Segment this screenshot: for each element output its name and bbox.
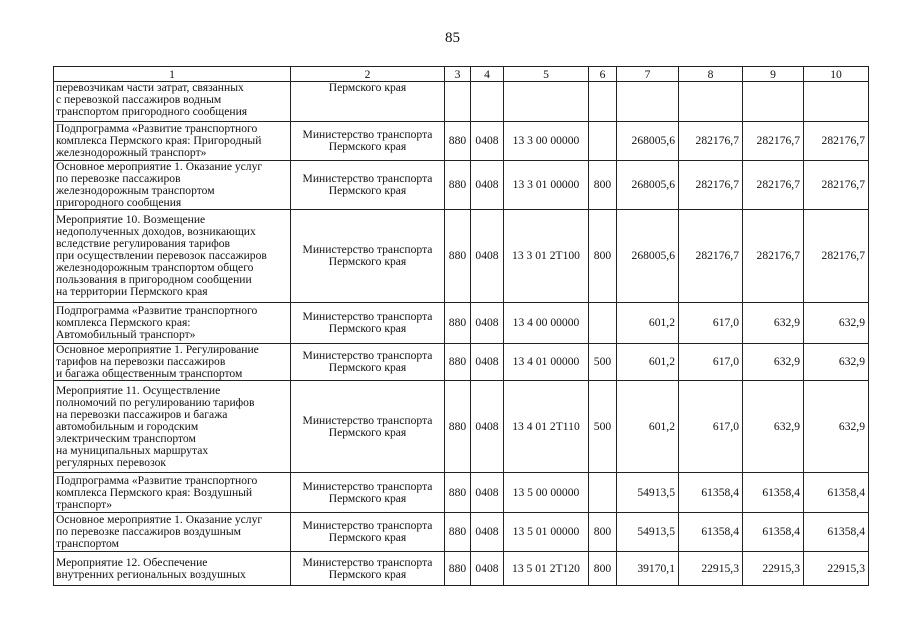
amount-cell: 61358,4	[679, 513, 743, 552]
amount-cell: 282176,7	[679, 161, 743, 210]
col-header: 5	[504, 67, 589, 82]
amount-cell: 61358,4	[743, 513, 804, 552]
expense-type-cell	[589, 303, 617, 344]
administrator-cell-text: Министерство транспорта Пермского края	[302, 555, 433, 581]
page-number: 85	[445, 30, 460, 46]
amount-cell: 617,0	[679, 303, 743, 344]
administrator-cell	[291, 122, 445, 161]
expense-type-cell: 800	[589, 552, 617, 586]
expense-type-cell	[589, 122, 617, 161]
item-name-cell-text: Мероприятие 10. Возмещение недополученных доходов, возникающих вследствие регулирования тарифов при осуществлении перевозок пассажиров железнодорожным транспортом общего пользования в пригородном сообщении на территории Пермского края	[56, 213, 267, 298]
amount-cell: 22915,3	[804, 552, 869, 586]
administrator-cell	[291, 552, 445, 586]
amount-cell: 282176,7	[679, 210, 743, 303]
administrator-cell	[291, 303, 445, 344]
section-code-cell: 0408	[471, 513, 504, 552]
table-row	[54, 381, 869, 473]
col-header: 6	[589, 67, 617, 82]
target-article-cell: 13 4 01 00000	[504, 344, 589, 381]
expense-type-cell	[589, 82, 617, 122]
item-name-cell	[54, 513, 291, 552]
amount-cell: 268005,6	[617, 161, 679, 210]
amount-cell: 282176,7	[743, 210, 804, 303]
section-code-cell: 0408	[471, 210, 504, 303]
section-code-cell: 0408	[471, 344, 504, 381]
administrator-cell	[291, 161, 445, 210]
target-article-cell: 13 5 01 00000	[504, 513, 589, 552]
amount-cell: 54913,5	[617, 473, 679, 513]
amount-cell: 282176,7	[743, 122, 804, 161]
table-row	[54, 303, 869, 344]
expense-type-cell: 800	[589, 210, 617, 303]
administrator-cell-text: Министерство транспорта Пермского края	[302, 519, 433, 544]
item-name-cell-text: Мероприятие 12. Обеспечение внутренних региональных воздушных	[56, 555, 246, 581]
section-code-cell: 0408	[471, 122, 504, 161]
amount-cell: 632,9	[743, 344, 804, 381]
expense-type-cell: 500	[589, 344, 617, 381]
administrator-cell	[291, 344, 445, 381]
table-row	[54, 82, 869, 122]
amount-cell: 61358,4	[804, 513, 869, 552]
amount-cell	[617, 82, 679, 122]
administrator-cell-text: Министерство транспорта Пермского края	[302, 479, 433, 505]
amount-cell: 632,9	[743, 381, 804, 473]
table-row	[54, 122, 869, 161]
section-code-cell: 0408	[471, 473, 504, 513]
ministry-code-cell: 880	[445, 552, 471, 586]
target-article-cell	[504, 82, 589, 122]
item-name-cell-text: Основное мероприятие 1. Оказание услуг по перевозке пассажиров воздушным транспортом	[56, 513, 263, 550]
administrator-cell-text: Министерство транспорта Пермского края	[302, 172, 433, 197]
item-name-cell	[54, 344, 291, 381]
amount-cell: 61358,4	[743, 473, 804, 513]
administrator-cell-text: Пермского края	[328, 81, 407, 94]
administrator-cell	[291, 513, 445, 552]
amount-cell: 601,2	[617, 303, 679, 344]
target-article-cell: 13 5 00 00000	[504, 473, 589, 513]
amount-cell: 268005,6	[617, 122, 679, 161]
expense-type-cell: 500	[589, 381, 617, 473]
administrator-cell-text: Министерство транспорта Пермского края	[302, 413, 433, 439]
item-name-cell	[54, 303, 291, 344]
item-name-cell	[54, 381, 291, 473]
administrator-cell	[291, 210, 445, 303]
section-code-cell: 0408	[471, 381, 504, 473]
amount-cell: 61358,4	[804, 473, 869, 513]
target-article-cell: 13 3 00 00000	[504, 122, 589, 161]
amount-cell: 632,9	[804, 381, 869, 473]
administrator-cell	[291, 82, 445, 122]
amount-cell: 282176,7	[679, 122, 743, 161]
expense-type-cell: 800	[589, 513, 617, 552]
ministry-code-cell: 880	[445, 210, 471, 303]
ministry-code-cell: 880	[445, 381, 471, 473]
ministry-code-cell: 880	[445, 122, 471, 161]
amount-cell: 22915,3	[743, 552, 804, 586]
column-number-row	[54, 67, 869, 82]
item-name-cell	[54, 473, 291, 513]
col-header: 3	[445, 67, 471, 82]
table-row	[54, 473, 869, 513]
table-row	[54, 161, 869, 210]
amount-cell: 632,9	[804, 303, 869, 344]
item-name-cell-text: Мероприятие 11. Осуществление полномочий по регулированию тарифов на перевозки пассажиров и багажа автомобильным и городским электрическим транспортом на муниципальных маршрутах регулярных перевозок	[56, 383, 255, 469]
target-article-cell: 13 3 01 2Т100	[504, 210, 589, 303]
amount-cell	[743, 82, 804, 122]
administrator-cell	[291, 381, 445, 473]
ministry-code-cell	[445, 82, 471, 122]
col-header: 1	[54, 67, 291, 82]
col-header: 8	[679, 67, 743, 82]
item-name-cell	[54, 122, 291, 161]
ministry-code-cell: 880	[445, 303, 471, 344]
amount-cell: 632,9	[804, 344, 869, 381]
item-name-cell	[54, 552, 291, 586]
section-code-cell	[471, 82, 504, 122]
amount-cell	[679, 82, 743, 122]
amount-cell: 61358,4	[679, 473, 743, 513]
section-code-cell: 0408	[471, 552, 504, 586]
expense-type-cell: 800	[589, 161, 617, 210]
amount-cell: 268005,6	[617, 210, 679, 303]
section-code-cell: 0408	[471, 303, 504, 344]
table-row	[54, 210, 869, 303]
amount-cell: 54913,5	[617, 513, 679, 552]
amount-cell: 282176,7	[804, 122, 869, 161]
amount-cell: 282176,7	[743, 161, 804, 210]
ministry-code-cell: 880	[445, 473, 471, 513]
administrator-cell-text: Министерство транспорта Пермского края	[302, 243, 433, 268]
col-header: 2	[291, 67, 445, 82]
budget-table	[53, 66, 869, 586]
target-article-cell: 13 3 01 00000	[504, 161, 589, 210]
item-name-cell-text: Подпрограмма «Развитие транспортного комплекса Пермского края: Автомобильный транспорт»	[56, 304, 258, 341]
ministry-code-cell: 880	[445, 344, 471, 381]
table-row	[54, 344, 869, 381]
amount-cell: 39170,1	[617, 552, 679, 586]
amount-cell: 617,0	[679, 344, 743, 381]
item-name-cell	[54, 210, 291, 303]
amount-cell: 22915,3	[679, 552, 743, 586]
amount-cell: 601,2	[617, 344, 679, 381]
col-header: 4	[471, 67, 504, 82]
item-name-cell-text: Основное мероприятие 1. Регулирование тарифов на перевозки пассажиров и багажа общественным транспортом	[56, 343, 259, 380]
administrator-cell-text: Министерство транспорта Пермского края	[302, 128, 433, 153]
col-header: 10	[804, 67, 869, 82]
target-article-cell: 13 4 01 2Т110	[504, 381, 589, 473]
section-code-cell: 0408	[471, 161, 504, 210]
target-article-cell: 13 4 00 00000	[504, 303, 589, 344]
item-name-cell	[54, 82, 291, 122]
target-article-cell: 13 5 01 2Т120	[504, 552, 589, 586]
administrator-cell-text: Министерство транспорта Пермского края	[302, 310, 433, 335]
item-name-cell-text: Подпрограмма «Развитие транспортного комплекса Пермского края: Воздушный транспорт»	[56, 473, 258, 511]
table-row	[54, 552, 869, 586]
item-name-cell-text: перевозчикам части затрат, связанных с перевозкой пассажиров водным транспортом пригородного сообщения	[56, 81, 248, 118]
ministry-code-cell: 880	[445, 513, 471, 552]
amount-cell	[804, 82, 869, 122]
expense-type-cell	[589, 473, 617, 513]
col-header: 9	[743, 67, 804, 82]
administrator-cell-text: Министерство транспорта Пермского края	[302, 349, 433, 374]
amount-cell: 617,0	[679, 381, 743, 473]
amount-cell: 282176,7	[804, 210, 869, 303]
item-name-cell-text: Подпрограмма «Развитие транспортного комплекса Пермского края: Пригородный железнодорожный транспорт»	[56, 122, 262, 159]
ministry-code-cell: 880	[445, 161, 471, 210]
amount-cell: 282176,7	[804, 161, 869, 210]
item-name-cell	[54, 161, 291, 210]
amount-cell: 601,2	[617, 381, 679, 473]
table-row	[54, 513, 869, 552]
item-name-cell-text: Основное мероприятие 1. Оказание услуг по перевозке пассажиров железнодорожным транспортом пригородного сообщения	[56, 160, 263, 209]
col-header: 7	[617, 67, 679, 82]
administrator-cell	[291, 473, 445, 513]
amount-cell: 632,9	[743, 303, 804, 344]
